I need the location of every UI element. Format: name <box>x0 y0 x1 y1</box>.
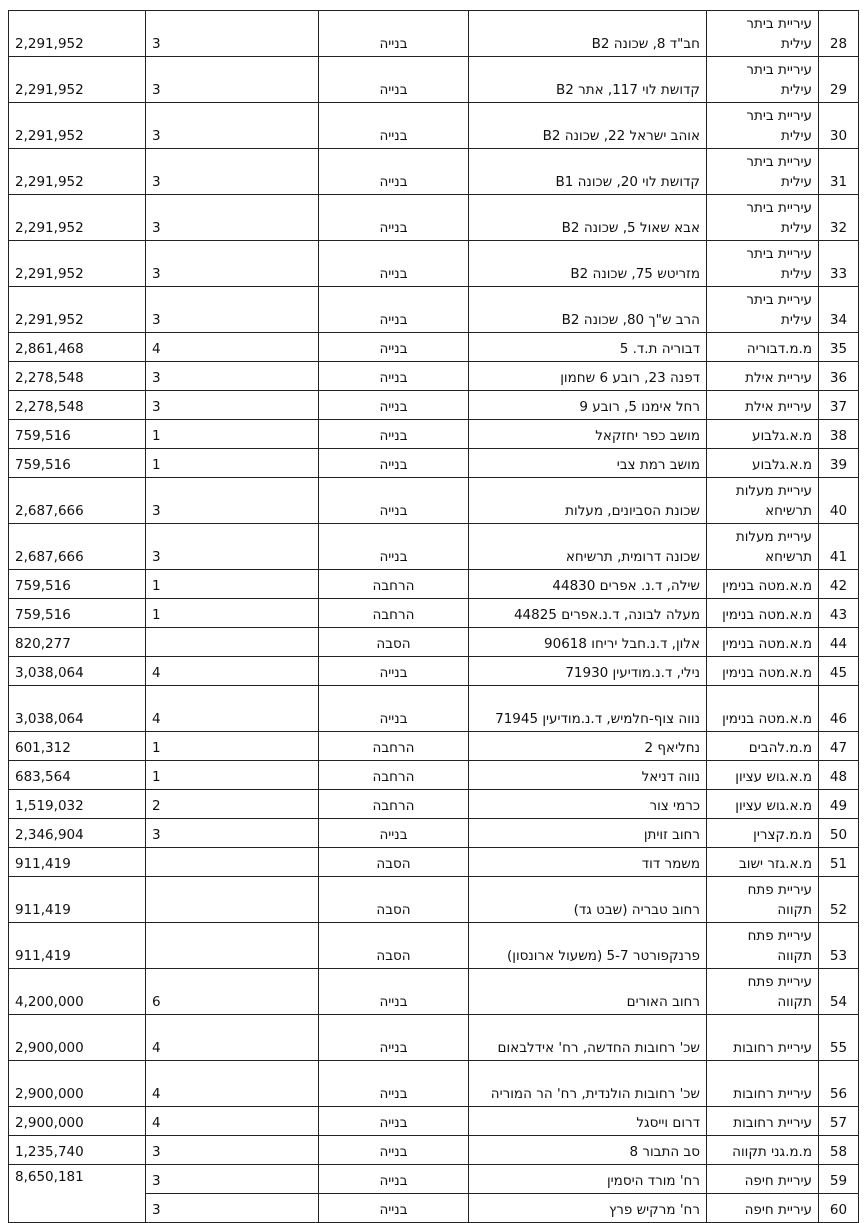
classes-count-cell: 3 <box>146 241 319 287</box>
authority-cell: עיריית פתח תקווה <box>707 923 819 969</box>
table-row <box>9 1061 859 1107</box>
work-type-cell: הסבה <box>319 628 469 657</box>
row-number: 39 <box>819 449 859 478</box>
authority-cell: עיריית ביתר עילית <box>707 57 819 103</box>
address-cell: קדושת לוי 117, אתר B2 <box>469 57 707 103</box>
address-cell: רחוב האורים <box>469 969 707 1015</box>
classes-count-cell: 3 <box>146 1194 319 1223</box>
address-cell: דבוריה ת.ד. 5 <box>469 333 707 362</box>
amount-cell: 2,900,000 <box>9 1107 146 1136</box>
table-row <box>9 1015 859 1061</box>
table-row <box>9 1165 859 1194</box>
work-type-cell: הרחבה <box>319 761 469 790</box>
work-type-cell: בנייה <box>319 420 469 449</box>
classes-count-cell: 3 <box>146 478 319 524</box>
classes-count-cell: 1 <box>146 420 319 449</box>
authority-cell: מ.מ.קצרין <box>707 819 819 848</box>
classes-count-cell: 3 <box>146 362 319 391</box>
authority-cell: מ.מ.דבוריה <box>707 333 819 362</box>
amount-cell: 2,900,000 <box>9 1015 146 1061</box>
work-type-cell: בנייה <box>319 1165 469 1194</box>
row-number: 29 <box>819 57 859 103</box>
document-page <box>8 10 859 1223</box>
address-cell: רחוב טבריה (שבט גד) <box>469 877 707 923</box>
classes-count-cell: 3 <box>146 287 319 333</box>
address-cell: משמר דוד <box>469 848 707 877</box>
amount-cell: 759,516 <box>9 599 146 628</box>
classes-count-cell: 4 <box>146 1061 319 1107</box>
address-cell: מושב רמת צבי <box>469 449 707 478</box>
classes-count-cell: 3 <box>146 149 319 195</box>
authority-cell: עיריית רחובות <box>707 1061 819 1107</box>
authority-cell: מ.א.מטה בנימין <box>707 599 819 628</box>
work-type-cell: בנייה <box>319 686 469 732</box>
address-cell: שכונת הסביונים, מעלות <box>469 478 707 524</box>
table-row <box>9 57 859 103</box>
table-row <box>9 923 859 969</box>
amount-cell: 820,277 <box>9 628 146 657</box>
classes-count-cell: 6 <box>146 969 319 1015</box>
amount-cell: 911,419 <box>9 848 146 877</box>
address-cell: נילי, ד.נ.מודיעין 71930 <box>469 657 707 686</box>
classes-count-cell: 3 <box>146 11 319 57</box>
work-type-cell: בנייה <box>319 57 469 103</box>
table-row <box>9 449 859 478</box>
classes-count-cell: 3 <box>146 103 319 149</box>
authority-cell: עיריית חיפה <box>707 1194 819 1223</box>
authority-cell: עיריית ביתר עילית <box>707 195 819 241</box>
classes-count-cell: 3 <box>146 391 319 420</box>
table-row <box>9 790 859 819</box>
amount-cell: 2,291,952 <box>9 241 146 287</box>
address-cell: פרנקפורטר 5-7 (משעול ארונסון) <box>469 923 707 969</box>
row-number: 30 <box>819 103 859 149</box>
address-cell: רח' מרקיש פרץ <box>469 1194 707 1223</box>
authority-cell: עיריית מעלות תרשיחא <box>707 524 819 570</box>
row-number: 50 <box>819 819 859 848</box>
work-type-cell: הסבה <box>319 923 469 969</box>
work-type-cell: בנייה <box>319 524 469 570</box>
table-row <box>9 657 859 686</box>
address-cell: סב התבור 8 <box>469 1136 707 1165</box>
row-number: 56 <box>819 1061 859 1107</box>
row-number: 40 <box>819 478 859 524</box>
classes-count-cell: 4 <box>146 1107 319 1136</box>
authority-cell: מ.מ.להבים <box>707 732 819 761</box>
classes-count-cell: 1 <box>146 570 319 599</box>
row-number: 35 <box>819 333 859 362</box>
table-row <box>9 761 859 790</box>
table-row <box>9 241 859 287</box>
authority-cell: מ.א.מטה בנימין <box>707 686 819 732</box>
work-type-cell: בנייה <box>319 819 469 848</box>
work-type-cell: בנייה <box>319 969 469 1015</box>
address-cell: נווה דניאל <box>469 761 707 790</box>
row-number: 36 <box>819 362 859 391</box>
authority-cell: מ.א.מטה בנימין <box>707 657 819 686</box>
authority-cell: עיריית אילת <box>707 391 819 420</box>
authority-cell: עיריית רחובות <box>707 1107 819 1136</box>
address-cell: דרום וייסגל <box>469 1107 707 1136</box>
row-number: 59 <box>819 1165 859 1194</box>
classes-count-cell: 4 <box>146 1015 319 1061</box>
address-cell: אוהב ישראל 22, שכונה B2 <box>469 103 707 149</box>
work-type-cell: הרחבה <box>319 732 469 761</box>
address-cell: רחוב זויתן <box>469 819 707 848</box>
amount-cell: 683,564 <box>9 761 146 790</box>
amount-cell: 2,291,952 <box>9 11 146 57</box>
address-cell: קדושת לוי 20, שכונה B1 <box>469 149 707 195</box>
table-row <box>9 478 859 524</box>
authority-cell: מ.א.גלבוע <box>707 420 819 449</box>
row-number: 57 <box>819 1107 859 1136</box>
address-cell: שכ' רחובות הולנדית, רח' הר המוריה <box>469 1061 707 1107</box>
row-number: 54 <box>819 969 859 1015</box>
classes-count-cell: 3 <box>146 524 319 570</box>
row-number: 45 <box>819 657 859 686</box>
amount-cell: 4,200,000 <box>9 969 146 1015</box>
row-number: 47 <box>819 732 859 761</box>
work-type-cell: בנייה <box>319 657 469 686</box>
authority-cell: מ.א.מטה בנימין <box>707 570 819 599</box>
address-cell: מזריטש 75, שכונה B2 <box>469 241 707 287</box>
address-cell: אלון, ד.נ.חבל יריחו 90618 <box>469 628 707 657</box>
table-row <box>9 11 859 57</box>
work-type-cell: בנייה <box>319 333 469 362</box>
address-cell: הרב ש"ך 80, שכונה B2 <box>469 287 707 333</box>
authority-cell: עיריית פתח תקווה <box>707 877 819 923</box>
authority-cell: מ.א.גוש עציון <box>707 790 819 819</box>
address-cell: מושב כפר יחזקאל <box>469 420 707 449</box>
address-cell: רח' מורד היסמין <box>469 1165 707 1194</box>
row-number: 43 <box>819 599 859 628</box>
row-number: 37 <box>819 391 859 420</box>
classes-count-cell <box>146 923 319 969</box>
amount-cell: 601,312 <box>9 732 146 761</box>
row-number: 49 <box>819 790 859 819</box>
classes-count-cell: 4 <box>146 333 319 362</box>
table-row <box>9 732 859 761</box>
address-cell: מעלה לבונה, ד.נ.אפרים 44825 <box>469 599 707 628</box>
authority-cell: עיריית אילת <box>707 362 819 391</box>
table-row <box>9 195 859 241</box>
table-row <box>9 103 859 149</box>
work-type-cell: בנייה <box>319 478 469 524</box>
classes-count-cell: 3 <box>146 57 319 103</box>
work-type-cell: בנייה <box>319 1136 469 1165</box>
address-cell: אבא שאול 5, שכונה B2 <box>469 195 707 241</box>
authority-cell: מ.א.גוש עציון <box>707 761 819 790</box>
amount-cell: 2,861,468 <box>9 333 146 362</box>
work-type-cell: בנייה <box>319 449 469 478</box>
amount-cell: 1,519,032 <box>9 790 146 819</box>
classes-count-cell: 1 <box>146 732 319 761</box>
authority-cell: מ.א.גלבוע <box>707 449 819 478</box>
amount-cell: 911,419 <box>9 923 146 969</box>
work-type-cell: בנייה <box>319 287 469 333</box>
amount-cell: 2,291,952 <box>9 103 146 149</box>
amount-cell: 911,419 <box>9 877 146 923</box>
authority-cell: עיריית מעלות תרשיחא <box>707 478 819 524</box>
address-cell: שילה, ד.נ. אפרים 44830 <box>469 570 707 599</box>
row-number: 51 <box>819 848 859 877</box>
amount-cell: 2,900,000 <box>9 1061 146 1107</box>
authority-cell: עיריית ביתר עילית <box>707 149 819 195</box>
work-type-cell: בנייה <box>319 1194 469 1223</box>
table-row <box>9 848 859 877</box>
classes-count-cell: 2 <box>146 790 319 819</box>
table-row <box>9 969 859 1015</box>
authority-cell: עיריית פתח תקווה <box>707 969 819 1015</box>
address-cell: חב"ד 8, שכונה B2 <box>469 11 707 57</box>
table-row <box>9 524 859 570</box>
amount-cell: 1,235,740 <box>9 1136 146 1165</box>
table-row <box>9 1107 859 1136</box>
row-number: 34 <box>819 287 859 333</box>
table-row <box>9 391 859 420</box>
classes-count-cell: 3 <box>146 195 319 241</box>
row-number: 46 <box>819 686 859 732</box>
table-row <box>9 877 859 923</box>
row-number: 33 <box>819 241 859 287</box>
address-cell: רחל אימנו 5, רובע 9 <box>469 391 707 420</box>
table-row <box>9 149 859 195</box>
work-type-cell: בנייה <box>319 241 469 287</box>
work-type-cell: הרחבה <box>319 599 469 628</box>
authority-cell: מ.א.מטה בנימין <box>707 628 819 657</box>
classes-count-cell: 3 <box>146 1165 319 1194</box>
authority-cell: מ.מ.גני תקווה <box>707 1136 819 1165</box>
authority-cell: עיריית ביתר עילית <box>707 241 819 287</box>
amount-cell: 2,291,952 <box>9 195 146 241</box>
amount-cell: 3,038,064 <box>9 657 146 686</box>
allocation-table <box>8 10 859 1223</box>
amount-cell: 2,687,666 <box>9 524 146 570</box>
work-type-cell: בנייה <box>319 1015 469 1061</box>
table-row <box>9 1136 859 1165</box>
table-row <box>9 599 859 628</box>
table-row <box>9 819 859 848</box>
row-number: 55 <box>819 1015 859 1061</box>
amount-cell: 759,516 <box>9 570 146 599</box>
authority-cell: עיריית חיפה <box>707 1165 819 1194</box>
authority-cell: עיריית ביתר עילית <box>707 287 819 333</box>
classes-count-cell <box>146 877 319 923</box>
work-type-cell: הרחבה <box>319 790 469 819</box>
classes-count-cell: 4 <box>146 657 319 686</box>
authority-cell: מ.א.גזר ישוב <box>707 848 819 877</box>
address-cell: כרמי צור <box>469 790 707 819</box>
amount-cell: 2,291,952 <box>9 57 146 103</box>
authority-cell: עיריית ביתר עילית <box>707 11 819 57</box>
classes-count-cell <box>146 848 319 877</box>
amount-cell: 2,687,666 <box>9 478 146 524</box>
authority-cell: עיריית רחובות <box>707 1015 819 1061</box>
row-number: 52 <box>819 877 859 923</box>
row-number: 31 <box>819 149 859 195</box>
work-type-cell: הרחבה <box>319 570 469 599</box>
work-type-cell: בנייה <box>319 149 469 195</box>
row-number: 42 <box>819 570 859 599</box>
classes-count-cell: 1 <box>146 599 319 628</box>
classes-count-cell: 1 <box>146 761 319 790</box>
authority-cell: עיריית ביתר עילית <box>707 103 819 149</box>
work-type-cell: בנייה <box>319 103 469 149</box>
amount-cell: 2,278,548 <box>9 391 146 420</box>
address-cell: נחליאף 2 <box>469 732 707 761</box>
table-row <box>9 570 859 599</box>
work-type-cell: בנייה <box>319 195 469 241</box>
table-row <box>9 287 859 333</box>
row-number: 32 <box>819 195 859 241</box>
work-type-cell: הסבה <box>319 848 469 877</box>
work-type-cell: בנייה <box>319 391 469 420</box>
amount-cell: 3,038,064 <box>9 686 146 732</box>
table-body <box>9 11 859 1223</box>
table-row <box>9 628 859 657</box>
address-cell: דפנה 23, רובע 6 שחמון <box>469 362 707 391</box>
row-number: 60 <box>819 1194 859 1223</box>
work-type-cell: בנייה <box>319 1061 469 1107</box>
amount-cell: 759,516 <box>9 420 146 449</box>
row-number: 48 <box>819 761 859 790</box>
table-row <box>9 686 859 732</box>
amount-cell: 2,278,548 <box>9 362 146 391</box>
table-row <box>9 420 859 449</box>
work-type-cell: בנייה <box>319 362 469 391</box>
amount-cell: 759,516 <box>9 449 146 478</box>
row-number: 53 <box>819 923 859 969</box>
row-number: 28 <box>819 11 859 57</box>
row-number: 38 <box>819 420 859 449</box>
address-cell: נווה צוף-חלמיש, ד.נ.מודיעין 71945 <box>469 686 707 732</box>
work-type-cell: בנייה <box>319 11 469 57</box>
amount-cell: 2,291,952 <box>9 287 146 333</box>
table-row <box>9 362 859 391</box>
table-row <box>9 333 859 362</box>
classes-count-cell <box>146 628 319 657</box>
row-number: 44 <box>819 628 859 657</box>
amount-cell: 8,650,181 <box>9 1165 146 1223</box>
address-cell: שכ' רחובות החדשה, רח' אידלבאום <box>469 1015 707 1061</box>
amount-cell: 2,346,904 <box>9 819 146 848</box>
classes-count-cell: 1 <box>146 449 319 478</box>
address-cell: שכונה דרומית, תרשיחא <box>469 524 707 570</box>
work-type-cell: הסבה <box>319 877 469 923</box>
classes-count-cell: 3 <box>146 1136 319 1165</box>
row-number: 41 <box>819 524 859 570</box>
classes-count-cell: 3 <box>146 819 319 848</box>
row-number: 58 <box>819 1136 859 1165</box>
classes-count-cell: 4 <box>146 686 319 732</box>
amount-cell: 2,291,952 <box>9 149 146 195</box>
work-type-cell: בנייה <box>319 1107 469 1136</box>
